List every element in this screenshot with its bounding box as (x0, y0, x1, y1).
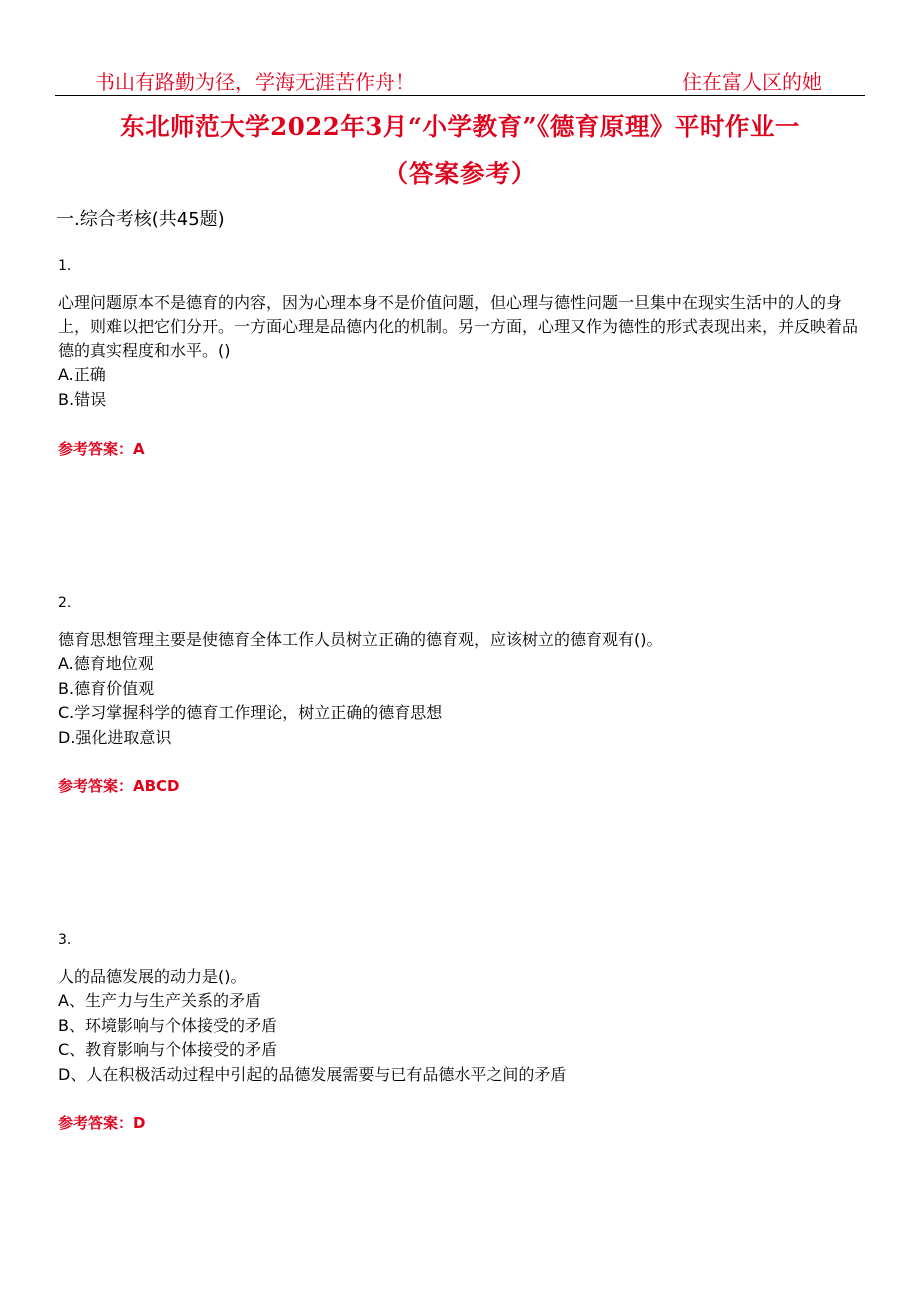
question-2 (58, 592, 868, 750)
question-stem: 人的品德发展的动力是()。 (58, 967, 247, 986)
question-option: A.德育地位观 (58, 654, 154, 673)
question-option: B.德育价值观 (58, 678, 155, 698)
section-heading: 一.综合考核(共45题) (56, 209, 225, 230)
question-1 (58, 255, 868, 412)
answer-2: 参考答案：ABCD (58, 777, 180, 795)
question-option: D.强化进取意识 (58, 727, 172, 747)
question-option: D、人在积极活动过程中引起的品德发展需要与已有品德水平之间的矛盾 (58, 1064, 567, 1084)
question-number: 2. (58, 595, 72, 611)
question-number: 3. (58, 932, 72, 948)
header-signature: 住在富人区的她 (682, 70, 822, 94)
question-option: B.错误 (58, 389, 107, 409)
question-option: A、生产力与生产关系的矛盾 (58, 991, 261, 1010)
document-title: 东北师范大学2022年3月“小学教育”《德育原理》平时作业一 (120, 112, 800, 141)
header-motto: 书山有路勤为径，学海无涯苦作舟！ (95, 70, 415, 94)
question-number: 1. (58, 258, 72, 274)
question-stem: 德育思想管理主要是使德育全体工作人员树立正确的德育观，应该树立的德育观有()。 (58, 630, 663, 649)
question-stem: 心理问题原本不是德育的内容，因为心理本身不是价值问题，但心理与德性问题一旦集中在现实生活中的人的身上，则难以把它们分开。一方面心理是品德内化的机制。另一方面，心理又作为德性的形式表现出来，并反映着品德的真实程度和水平。() (58, 293, 859, 360)
document-subtitle: （答案参考） (383, 159, 537, 188)
question-option: B、环境影响与个体接受的矛盾 (58, 1015, 277, 1035)
question-3 (58, 929, 868, 1087)
question-option: C、教育影响与个体接受的矛盾 (58, 1040, 278, 1059)
header-divider (55, 95, 865, 96)
question-option: A.正确 (58, 365, 106, 384)
answer-3: 参考答案：D (58, 1114, 146, 1132)
question-option: C.学习掌握科学的德育工作理论，树立正确的德育思想 (58, 703, 443, 722)
answer-1: 参考答案：A (58, 440, 145, 458)
